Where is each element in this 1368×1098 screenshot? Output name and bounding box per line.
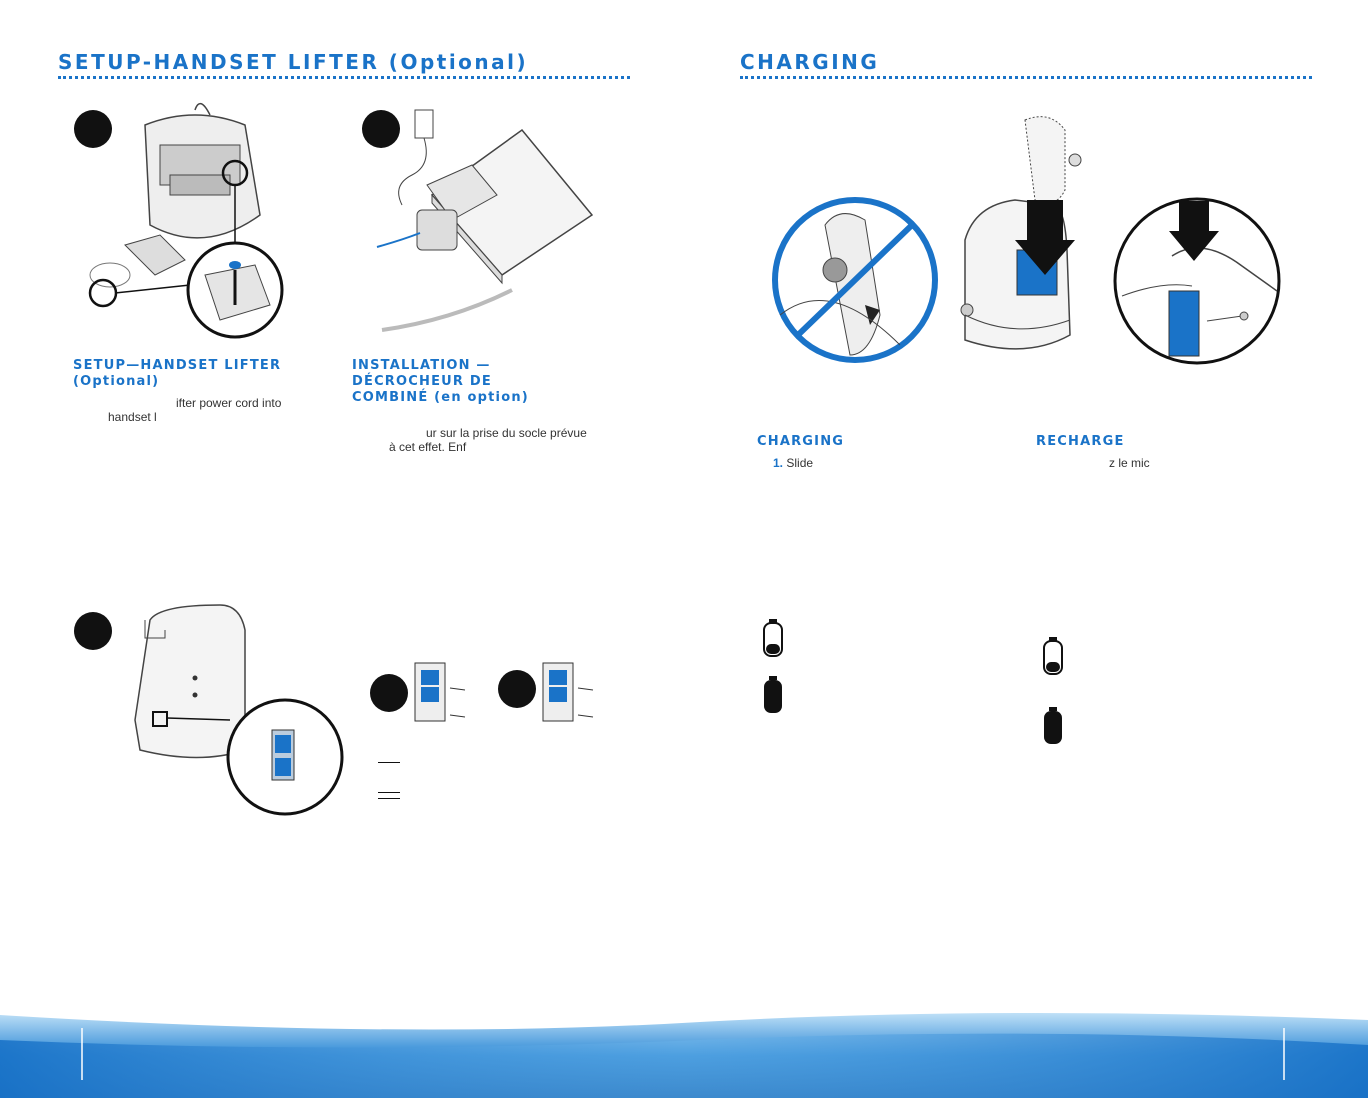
- handset-lifter-text-1: ifter power cord into: [176, 396, 282, 410]
- switch-option-a-illustration: [410, 660, 470, 730]
- charging-step-number: 1.: [773, 456, 784, 470]
- battery-full-icon-2: [1042, 706, 1064, 746]
- desk-phone-illustration: [372, 105, 597, 335]
- installation-text-2: à cet effet. Enf: [389, 440, 467, 454]
- charging-step-text: Slide: [786, 456, 814, 470]
- legend-single-line: [378, 762, 400, 763]
- switch-option-b-illustration: [538, 660, 598, 730]
- recharge-text-1: z le mic: [1109, 456, 1150, 470]
- charging-heading: CHARGING: [757, 434, 845, 449]
- base-lifter-illustration: [85, 105, 290, 340]
- switch-option-b-marker: [498, 670, 536, 708]
- right-page-title: CHARGING: [740, 50, 880, 74]
- battery-empty-icon: [762, 618, 784, 658]
- base-switch-illustration: [130, 600, 345, 820]
- step-3-marker: [74, 612, 112, 650]
- headset-in-charger-illustration: [955, 110, 1090, 360]
- battery-full-icon: [762, 675, 784, 715]
- charging-step-1: [773, 456, 813, 470]
- installation-heading: INSTALLATION — DÉCROCHEUR DE COMBINÉ (en option): [352, 358, 529, 405]
- charge-detail-illustration: [1112, 196, 1282, 366]
- right-title-underline: [740, 76, 1312, 79]
- footer-wave: [0, 1000, 1368, 1098]
- handset-lifter-text-2: handset l: [108, 410, 157, 424]
- battery-empty-icon-2: [1042, 636, 1064, 676]
- switch-option-a-marker: [370, 674, 408, 712]
- installation-text-1: ur sur la prise du socle prévue: [426, 426, 587, 440]
- recharge-heading: RECHARGE: [1036, 434, 1125, 449]
- handset-lifter-heading: SETUP—HANDSET LIFTER (Optional): [73, 358, 282, 389]
- legend-double-line: [378, 792, 400, 799]
- no-charge-illustration: [770, 195, 940, 365]
- left-title-underline: [58, 76, 630, 79]
- left-page-title: SETUP-HANDSET LIFTER (Optional): [58, 50, 529, 74]
